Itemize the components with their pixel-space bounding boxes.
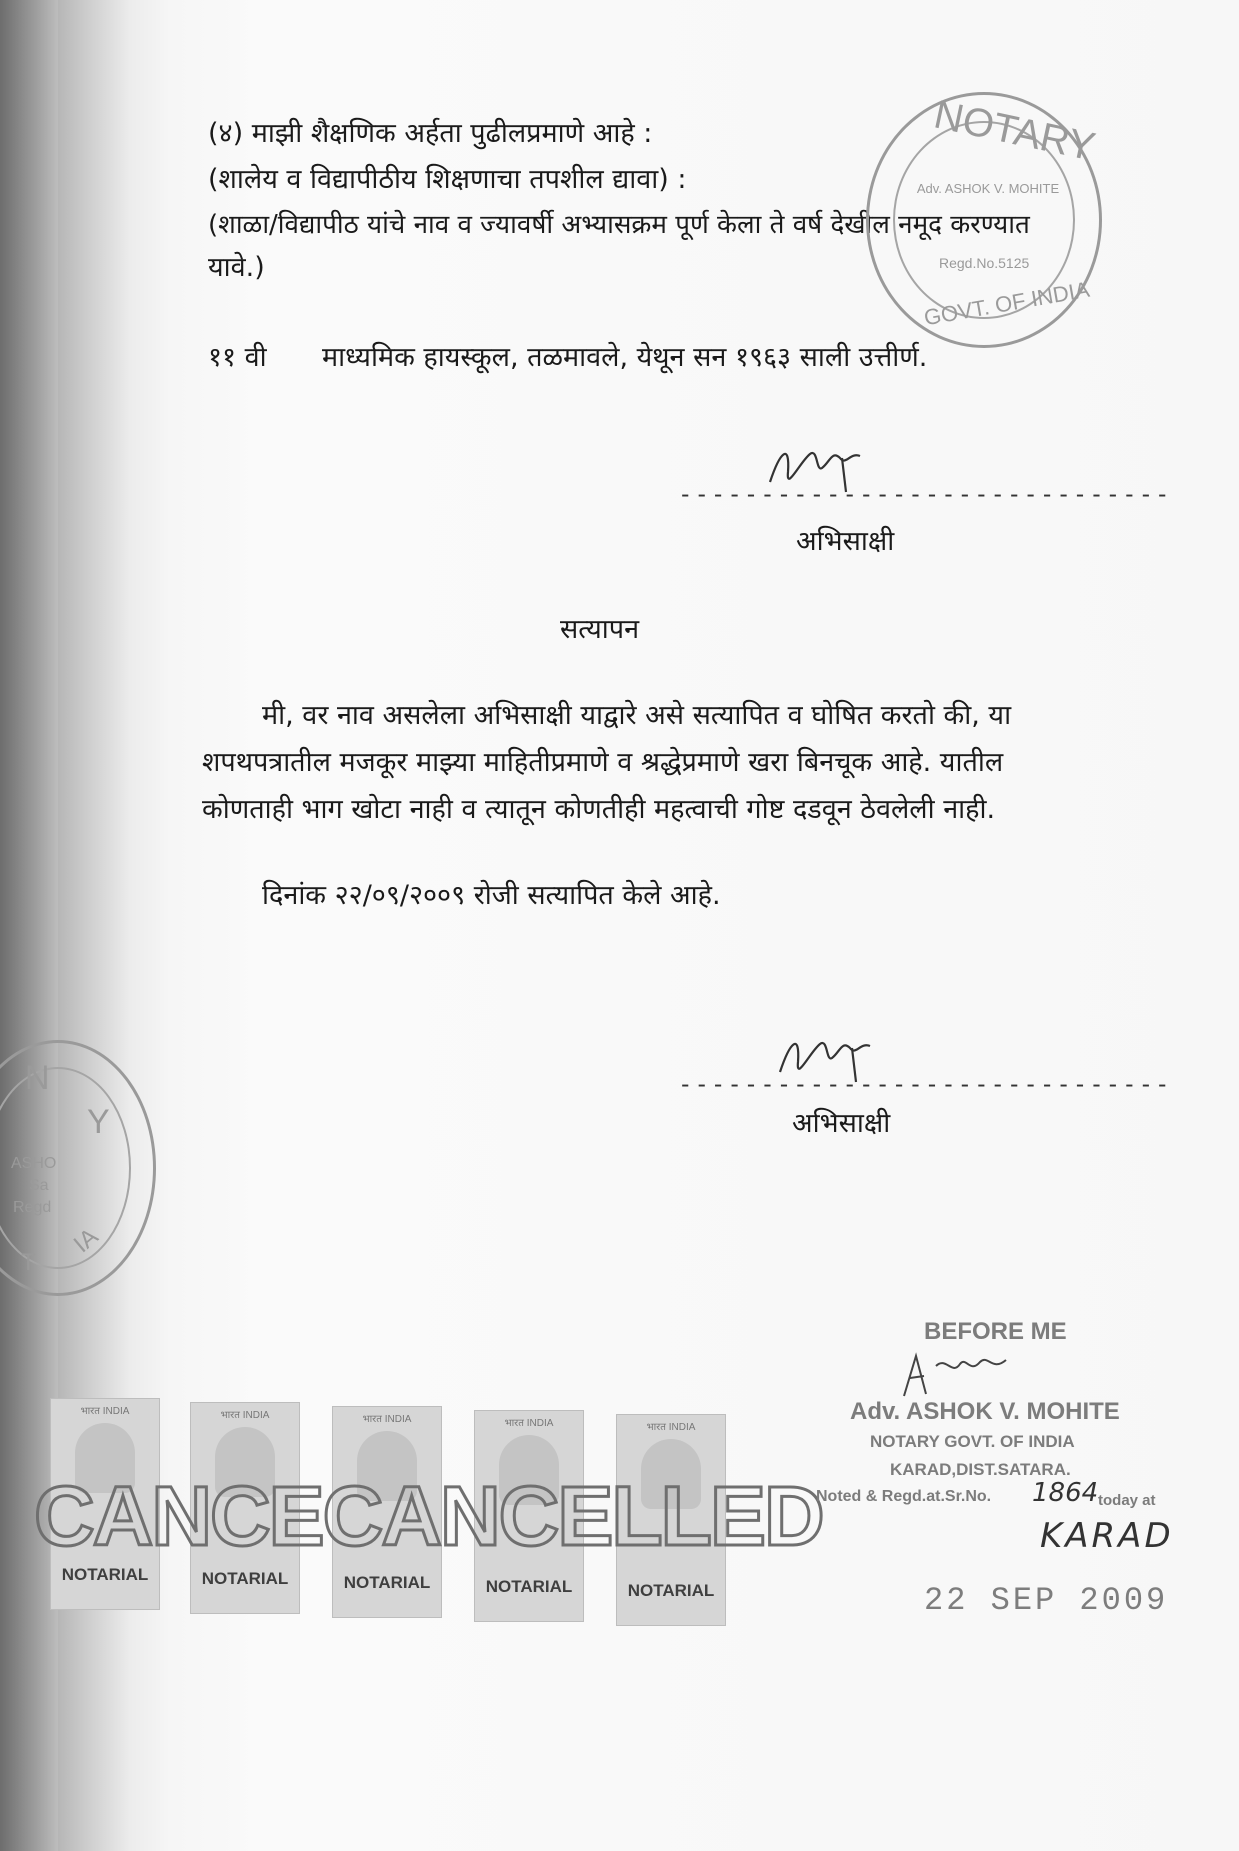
section4-line3: (शाळा/विद्यापीठ यांचे नाव व ज्यावर्षी अभ्यासक्रम पूर्ण केला ते वर्ष देखील नमूद करण्यात bbox=[208, 210, 1030, 240]
verification-date-line: दिनांक २२/०९/२००९ रोजी सत्यापित केले आहे. bbox=[262, 880, 721, 911]
revenue-stamp-label: NOTARIAL bbox=[201, 1569, 289, 1588]
revenue-stamp-header: भारत INDIA bbox=[362, 1414, 412, 1425]
stamp-regd: Regd.No.5125 bbox=[939, 255, 1030, 271]
verification-para-line1: मी, वर नाव असलेला अभिसाक्षी याद्वारे असे सत्यापित व घोषित करतो की, या bbox=[262, 700, 1012, 731]
signature-2-label: अभिसाक्षी bbox=[792, 1108, 891, 1139]
stamp-top-arc: NOTARY bbox=[930, 92, 1099, 170]
revenue-stamp-header: भारत INDIA bbox=[80, 1406, 130, 1417]
revenue-stamp-label: NOTARIAL bbox=[343, 1573, 431, 1592]
education-detail: माध्यमिक हायस्कूल, तळमावले, येथून सन १९६३ साली उत्तीर्ण. bbox=[322, 342, 928, 373]
revenue-stamp-label: NOTARIAL bbox=[485, 1577, 573, 1596]
notary-signature bbox=[896, 1346, 1016, 1406]
notary-name: Adv. ASHOK V. MOHITE bbox=[850, 1398, 1120, 1425]
notary-title: NOTARY GOVT. OF INDIA bbox=[870, 1432, 1075, 1451]
signature-2-line: ------------------------------ bbox=[678, 1070, 1172, 1098]
stamp-left-text-c: ASHO bbox=[11, 1155, 57, 1172]
stamp-left-letter-a: N bbox=[25, 1059, 50, 1097]
education-grade: ११ वी bbox=[208, 342, 267, 373]
notary-place: KARAD,DIST.SATARA. bbox=[890, 1460, 1071, 1479]
verification-heading: सत्यापन bbox=[560, 614, 640, 645]
signature-1-line: ------------------------------ bbox=[678, 480, 1172, 508]
revenue-stamp-label: NOTARIAL bbox=[61, 1565, 149, 1584]
stamp-left-text-f: T bbox=[21, 1249, 36, 1276]
revenue-stamp-header: भारत INDIA bbox=[504, 1418, 554, 1429]
section4-line2: (शालेय व विद्यापीठीय शिक्षणाचा तपशील द्यावा) : bbox=[208, 164, 687, 195]
notary-noted-prefix: Noted & Regd.at.Sr.No. bbox=[816, 1488, 992, 1505]
signature-1-label: अभिसाक्षी bbox=[796, 526, 895, 557]
stamp-bottom-arc: GOVT. OF INDIA bbox=[922, 276, 1092, 331]
stamp-left-text-e: Regd bbox=[13, 1199, 52, 1216]
notary-round-stamp-top bbox=[866, 92, 1102, 348]
stamp-left-text-d: Sa bbox=[29, 1177, 49, 1194]
stamp-left-letter-b: Y bbox=[87, 1103, 110, 1141]
section4-line1: (४) माझी शैक्षणिक अर्हता पुढीलप्रमाणे आहे : bbox=[208, 118, 653, 149]
verification-para-line2: शपथपत्रातील मजकूर माझ्या माहितीप्रमाणे व श्रद्धेप्रमाणे खरा बिनचूक आहे. यातील bbox=[202, 747, 1004, 778]
notary-noted-number: 1864 bbox=[1032, 1478, 1099, 1508]
verification-para-line3: कोणताही भाग खोटा नाही व त्यातून कोणतीही महत्वाची गोष्ट दडवून ठेवलेली नाही. bbox=[202, 794, 996, 825]
notary-before-me: BEFORE ME bbox=[924, 1318, 1067, 1345]
notary-town-handwritten: KARAD bbox=[1040, 1516, 1174, 1556]
section4-line4: यावे.) bbox=[208, 252, 265, 283]
notary-noted-suffix: today at bbox=[1098, 1492, 1156, 1509]
notary-date-stamp: 22 SEP 2009 bbox=[924, 1582, 1169, 1619]
revenue-stamp-header: भारत INDIA bbox=[646, 1422, 696, 1433]
stamp-name: Adv. ASHOK V. MOHITE bbox=[916, 181, 1060, 196]
revenue-stamp-label: NOTARIAL bbox=[627, 1581, 715, 1600]
cancelled-overprint: CANCECANCELLED bbox=[34, 1469, 823, 1563]
revenue-stamp-header: भारत INDIA bbox=[220, 1410, 270, 1421]
stamp-left-text-g: IA bbox=[68, 1222, 104, 1259]
